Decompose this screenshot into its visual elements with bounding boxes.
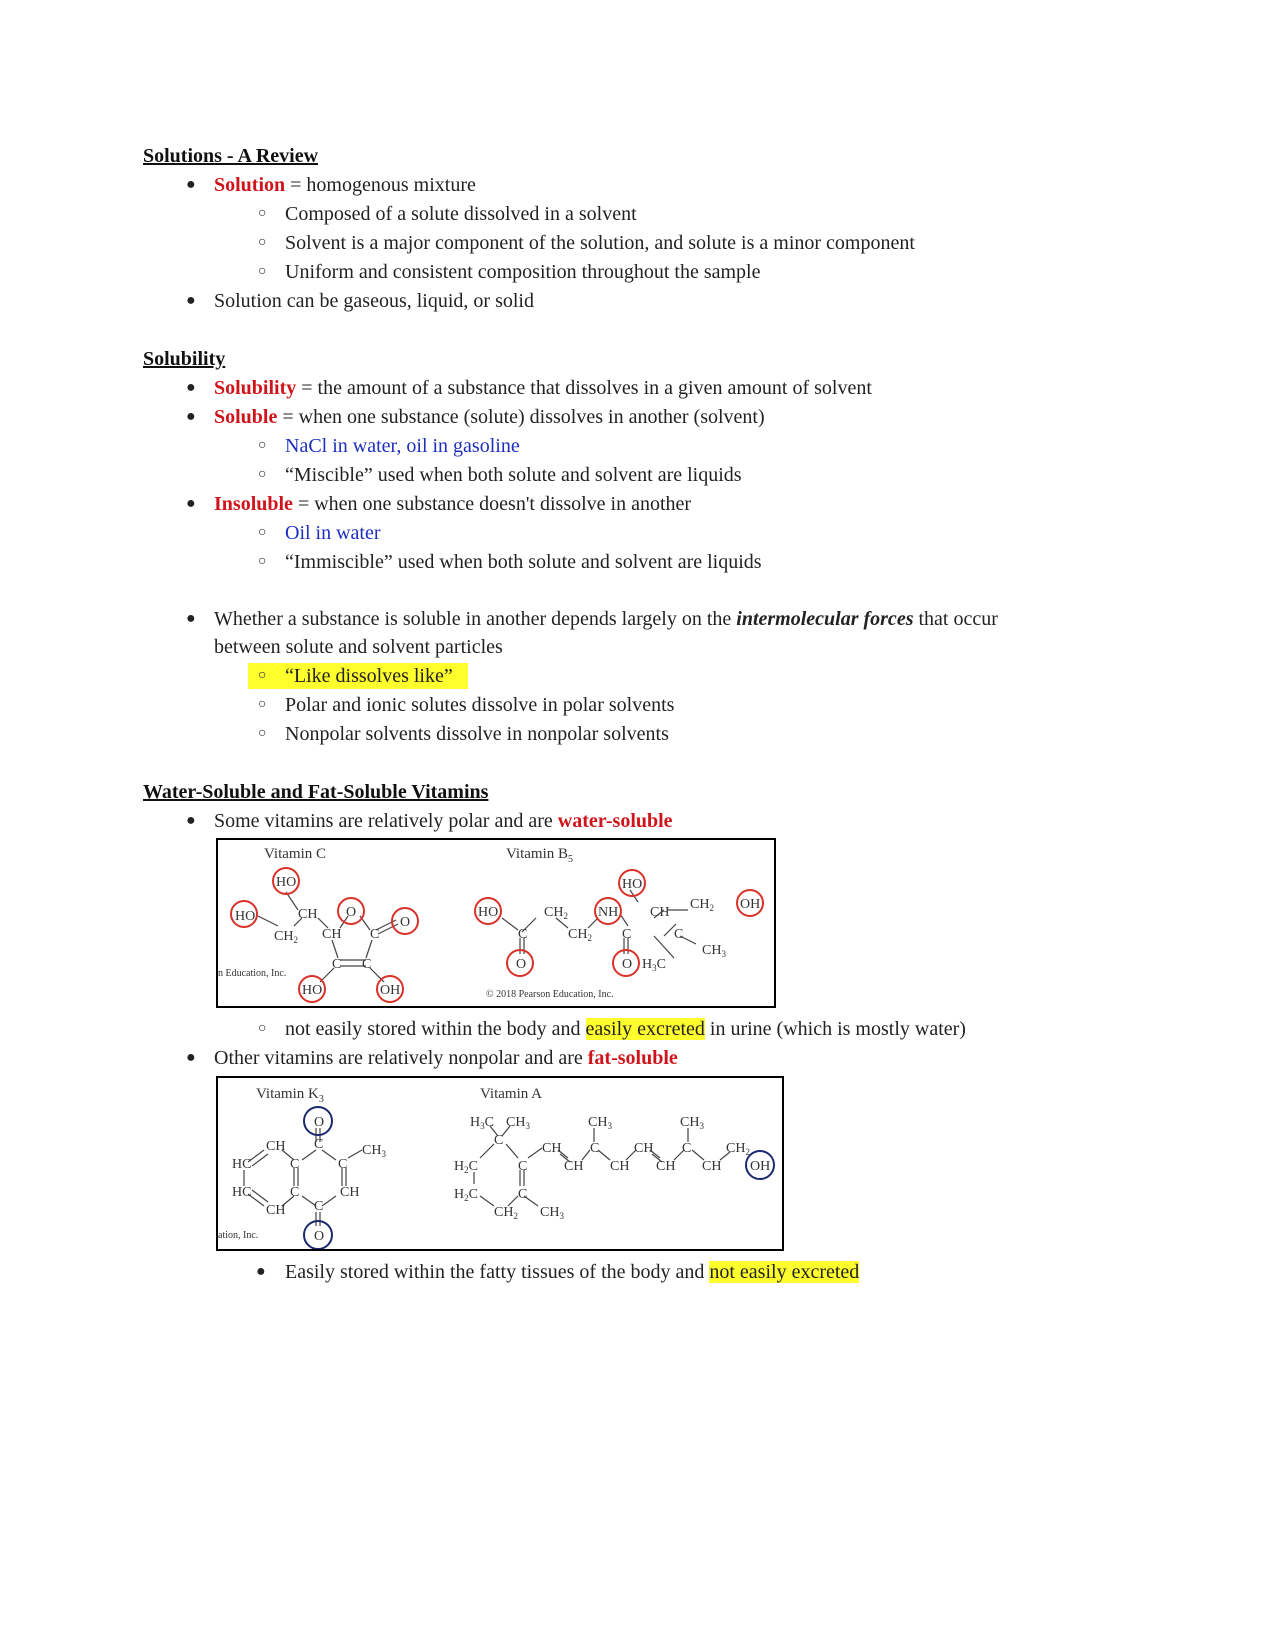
bullet-icon: ●	[186, 176, 196, 193]
atom-label: $CH_2$	[494, 1205, 518, 1221]
bullet-icon: ●	[186, 495, 196, 512]
atom-label: C	[518, 927, 528, 942]
sub-bullet-icon: ○	[258, 726, 267, 741]
section-heading-vitamins: Water-Soluble and Fat-Soluble Vitamins	[143, 781, 489, 803]
credit-text: ation, Inc.	[218, 1230, 259, 1241]
atom-label: CH	[702, 1159, 722, 1174]
definition: = homogenous mixture	[285, 174, 476, 196]
atom-label: C	[290, 1157, 300, 1172]
atom-label: HO	[235, 909, 256, 924]
list-item-text	[214, 808, 673, 834]
atom-label: $CH_2$	[690, 897, 714, 913]
atom-label: CH	[340, 1185, 360, 1200]
highlighted-text: not easily excreted	[709, 1261, 860, 1283]
term-solubility: Solubility	[214, 377, 297, 399]
atom-label: CH	[650, 905, 670, 920]
list-item-text: “Miscible” used when both solute and solvent are liquids	[285, 464, 742, 486]
list-item-text	[285, 1259, 859, 1285]
text-run: Other vitamins are relatively nonpolar and are	[214, 1047, 588, 1069]
atom-label: OH	[380, 983, 401, 998]
text-run: in urine (which is mostly water)	[704, 1018, 966, 1040]
bullet-icon: ●	[186, 812, 196, 829]
vitamin-a-label: Vitamin A	[480, 1086, 543, 1102]
atom-label: $CH_3$	[362, 1143, 386, 1159]
highlighted-text: easily excreted	[585, 1018, 705, 1040]
atom-label: $CH_2$	[726, 1141, 750, 1157]
atom-label: HC	[232, 1185, 252, 1200]
example-text: NaCl in water, oil in gasoline	[285, 435, 520, 457]
list-item-text	[214, 1045, 678, 1071]
term-water-soluble: water-soluble	[557, 810, 673, 832]
atom-label: HO	[302, 983, 323, 998]
atom-label: C	[338, 1157, 348, 1172]
atom-label: $CH_2$	[544, 905, 568, 921]
atom-label: $CH_2$	[568, 927, 592, 943]
vitamin-c-label: Vitamin C	[264, 846, 327, 862]
sub-bullet-icon: ○	[258, 525, 267, 540]
atom-label: O	[622, 957, 633, 972]
definition: = when one substance (solute) dissolves in another (solvent)	[277, 406, 765, 428]
atom-label: O	[346, 905, 357, 920]
atom-label: $CH_3$	[588, 1115, 612, 1131]
atom-label: $CH_3$	[540, 1205, 564, 1221]
text-run: Some vitamins are relatively polar and are	[214, 810, 558, 832]
text-run: Whether a substance is soluble in another depends largely on the	[214, 608, 737, 630]
atom-label: C	[682, 1141, 692, 1156]
atom-label: CH	[266, 1139, 286, 1154]
vitamin-b5-label: Vitamin $B_5$	[506, 846, 574, 865]
atom-label: CH	[610, 1159, 630, 1174]
atom-label: C	[314, 1199, 324, 1214]
atom-label: HC	[232, 1157, 252, 1172]
atom-label: C	[622, 927, 632, 942]
atom-label: OH	[740, 897, 761, 912]
list-item-continuation: between solute and solvent particles	[214, 636, 503, 658]
figure-water-soluble-vitamins	[216, 838, 776, 1008]
atom-label: CH	[542, 1141, 562, 1156]
atom-label: HO	[622, 877, 643, 892]
vitamin-k3-label: Vitamin $K_3$	[256, 1086, 324, 1105]
list-item-text: Polar and ionic solutes dissolve in polar solvents	[285, 694, 675, 716]
atom-label: $H_2C$	[454, 1159, 478, 1175]
atom-label: CH	[298, 907, 318, 922]
bullet-icon: ●	[256, 1263, 266, 1280]
sub-bullet-icon: ○	[258, 668, 267, 683]
atom-label: C	[674, 927, 684, 942]
atom-label: CH	[266, 1203, 286, 1218]
atom-label: C	[494, 1133, 504, 1148]
term-insoluble: Insoluble	[214, 493, 293, 515]
section-heading-solutions: Solutions - A Review	[143, 145, 319, 167]
credit-text: © 2018 Pearson Education, Inc.	[486, 989, 614, 1000]
atom-label: CH	[634, 1141, 654, 1156]
atom-label: HO	[276, 875, 297, 890]
sub-bullet-icon: ○	[258, 1021, 267, 1036]
atom-label: HO	[478, 905, 499, 920]
list-item-text: Solution can be gaseous, liquid, or solid	[214, 290, 534, 312]
atom-label: NH	[598, 905, 619, 920]
atom-label: $H_3C$	[470, 1115, 494, 1131]
sub-bullet-icon: ○	[258, 264, 267, 279]
definition: = the amount of a substance that dissolves in a given amount of solvent	[296, 377, 872, 399]
sub-bullet-icon: ○	[258, 467, 267, 482]
sub-bullet-icon: ○	[258, 235, 267, 250]
atom-label: C	[590, 1141, 600, 1156]
atom-label: $CH_3$	[680, 1115, 704, 1131]
atom-label: $CH_3$	[702, 943, 726, 959]
list-item-text: Composed of a solute dissolved in a solvent	[285, 203, 637, 225]
sub-bullet-icon: ○	[258, 697, 267, 712]
atom-label: C	[370, 927, 380, 942]
atom-label: $CH_2$	[274, 929, 298, 945]
text-run: that occur	[913, 608, 998, 630]
bullet-icon: ●	[186, 610, 196, 627]
list-item-text	[214, 606, 998, 632]
term-soluble: Soluble	[214, 406, 278, 428]
text-run: Easily stored within the fatty tissues of the body and	[285, 1261, 710, 1283]
atom-label: C	[518, 1159, 528, 1174]
atom-label: OH	[750, 1159, 771, 1174]
atom-label: $H_2C$	[454, 1187, 478, 1203]
sub-bullet-icon: ○	[258, 554, 267, 569]
section-heading-solubility: Solubility	[143, 348, 226, 370]
atom-label: C	[290, 1185, 300, 1200]
fat-soluble-structures	[218, 1078, 782, 1249]
atom-label: CH	[564, 1159, 584, 1174]
definition: = when one substance doesn't dissolve in another	[292, 493, 692, 515]
water-soluble-structures	[218, 840, 774, 1006]
list-item-text	[285, 1016, 966, 1042]
atom-label: O	[516, 957, 527, 972]
atom-label: $CH_3$	[506, 1115, 530, 1131]
list-item-text	[214, 404, 765, 430]
list-item-text: Nonpolar solvents dissolve in nonpolar solvents	[285, 723, 669, 745]
example-text: Oil in water	[285, 522, 381, 544]
list-item-text	[214, 375, 872, 401]
atom-label: CH	[656, 1159, 676, 1174]
sub-bullet-icon: ○	[258, 206, 267, 221]
atom-label: C	[314, 1137, 324, 1152]
figure-fat-soluble-vitamins	[216, 1076, 784, 1251]
text-run: not easily stored within the body and	[285, 1018, 586, 1040]
atom-label: C	[332, 957, 342, 972]
list-item-text: “Like dissolves like”	[285, 665, 453, 687]
list-item-text: Solvent is a major component of the solution, and solute is a minor component	[285, 232, 915, 254]
atom-label: C	[518, 1187, 528, 1202]
atom-label: CH	[322, 927, 342, 942]
atom-label: O	[314, 1115, 325, 1130]
bullet-icon: ●	[186, 379, 196, 396]
bullet-icon: ●	[186, 1049, 196, 1066]
atom-label: O	[400, 915, 411, 930]
atom-label: C	[362, 957, 372, 972]
term-fat-soluble: fat-soluble	[587, 1047, 678, 1069]
atom-label: $H_3C$	[642, 957, 666, 973]
list-item-text: “Immiscible” used when both solute and solvent are liquids	[285, 551, 762, 573]
bullet-icon: ●	[186, 408, 196, 425]
list-item-text	[214, 172, 476, 198]
credit-text: n Education, Inc.	[218, 968, 287, 979]
list-item-text: Uniform and consistent composition throughout the sample	[285, 261, 761, 283]
term-imf: intermolecular forces	[736, 608, 914, 630]
list-item-text	[214, 491, 691, 517]
atom-label: O	[314, 1229, 325, 1244]
sub-bullet-icon: ○	[258, 438, 267, 453]
term-solution: Solution	[214, 174, 286, 196]
bullet-icon: ●	[186, 292, 196, 309]
